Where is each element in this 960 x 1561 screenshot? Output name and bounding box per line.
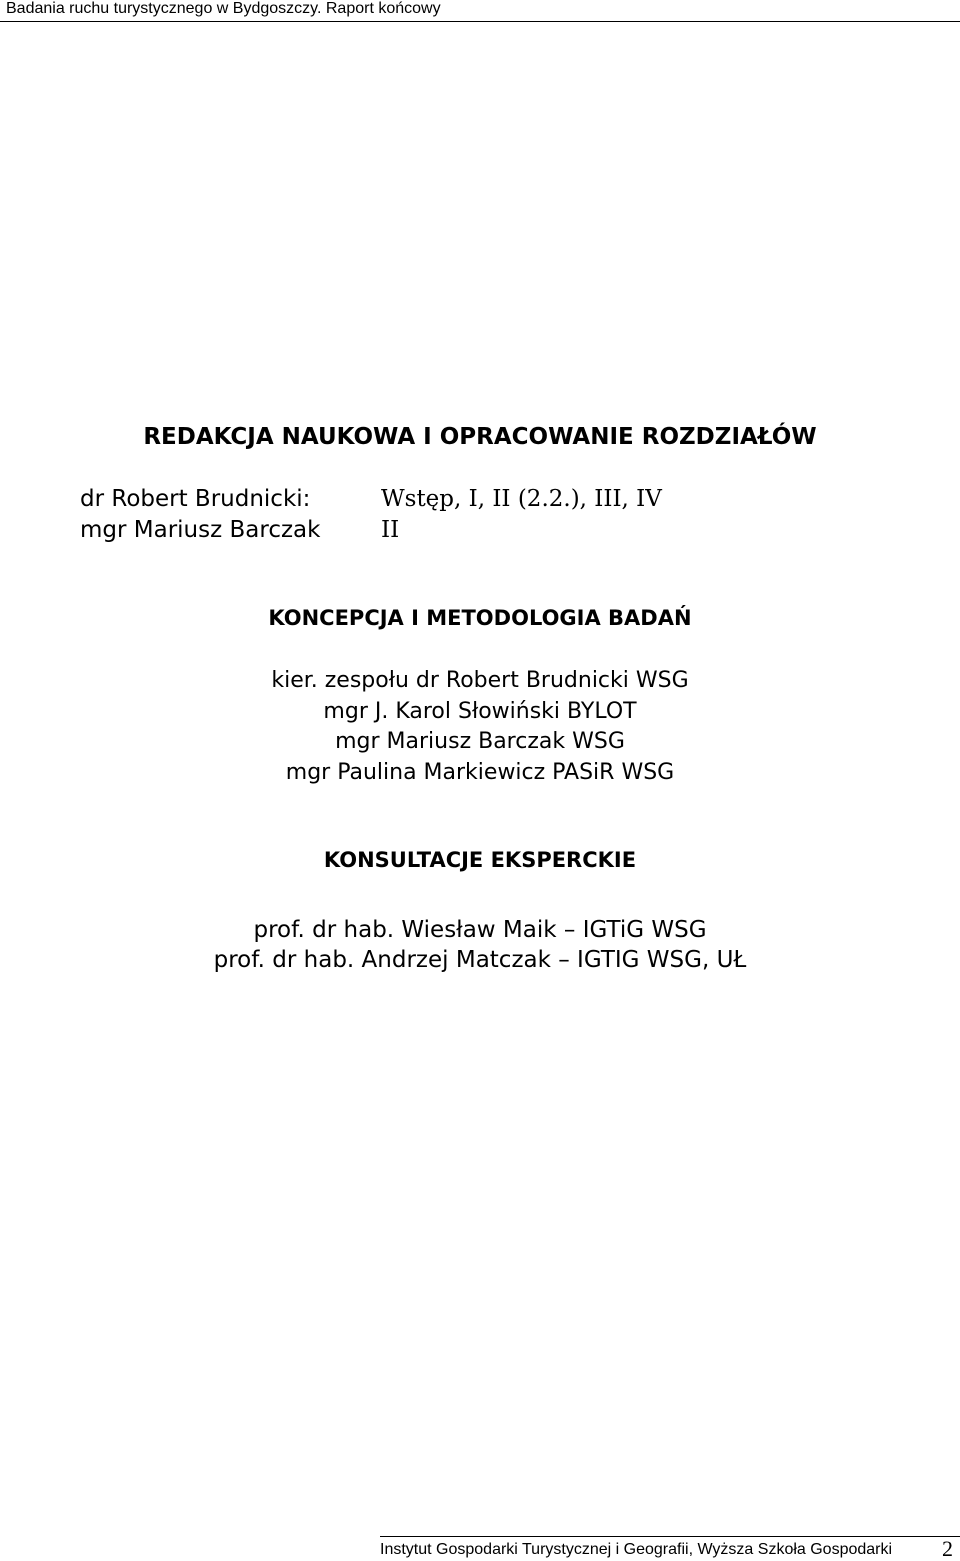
author-row: [80, 515, 662, 546]
methodology-team: [0, 666, 960, 788]
consultations-heading: KONSULTACJE EKSPERCKIE: [323, 848, 637, 872]
page-number: 2: [942, 1536, 953, 1561]
team-member: mgr Mariusz Barczak WSG: [335, 729, 625, 754]
running-header: Badania ruchu turystycznego w Bydgoszczy. Raport końcowy: [6, 0, 441, 17]
expert: prof. dr hab. Wiesław Maik – IGTiG WSG: [253, 917, 707, 943]
team-member: mgr J. Karol Słowiński BYLOT: [323, 698, 637, 724]
team-member: kier. zespołu dr Robert Brudnicki WSG: [271, 668, 689, 693]
author-name: dr Robert Brudnicki:: [80, 486, 311, 512]
authors-list: [80, 484, 662, 546]
footer-institution: Instytut Gospodarki Turystycznej i Geografii, Wyższa Szkoła Gospodarki: [380, 1541, 893, 1558]
experts-list: [0, 915, 960, 975]
header-rule: [0, 21, 960, 22]
expert: prof. dr hab. Andrzej Matczak – IGTIG WSG, UŁ: [213, 947, 747, 973]
author-chapters: II: [381, 517, 400, 543]
footer-rule: [380, 1536, 960, 1537]
editorial-heading: REDAKCJA NAUKOWA I OPRACOWANIE ROZDZIAŁÓW: [143, 424, 817, 450]
author-chapters: Wstęp, I, II (2.2.), III, IV: [381, 486, 662, 512]
methodology-heading: KONCEPCJA I METODOLOGIA BADAŃ: [268, 606, 692, 630]
author-row: [80, 484, 662, 515]
team-member: mgr Paulina Markiewicz PASiR WSG: [285, 759, 675, 785]
author-name: mgr Mariusz Barczak: [80, 517, 321, 543]
